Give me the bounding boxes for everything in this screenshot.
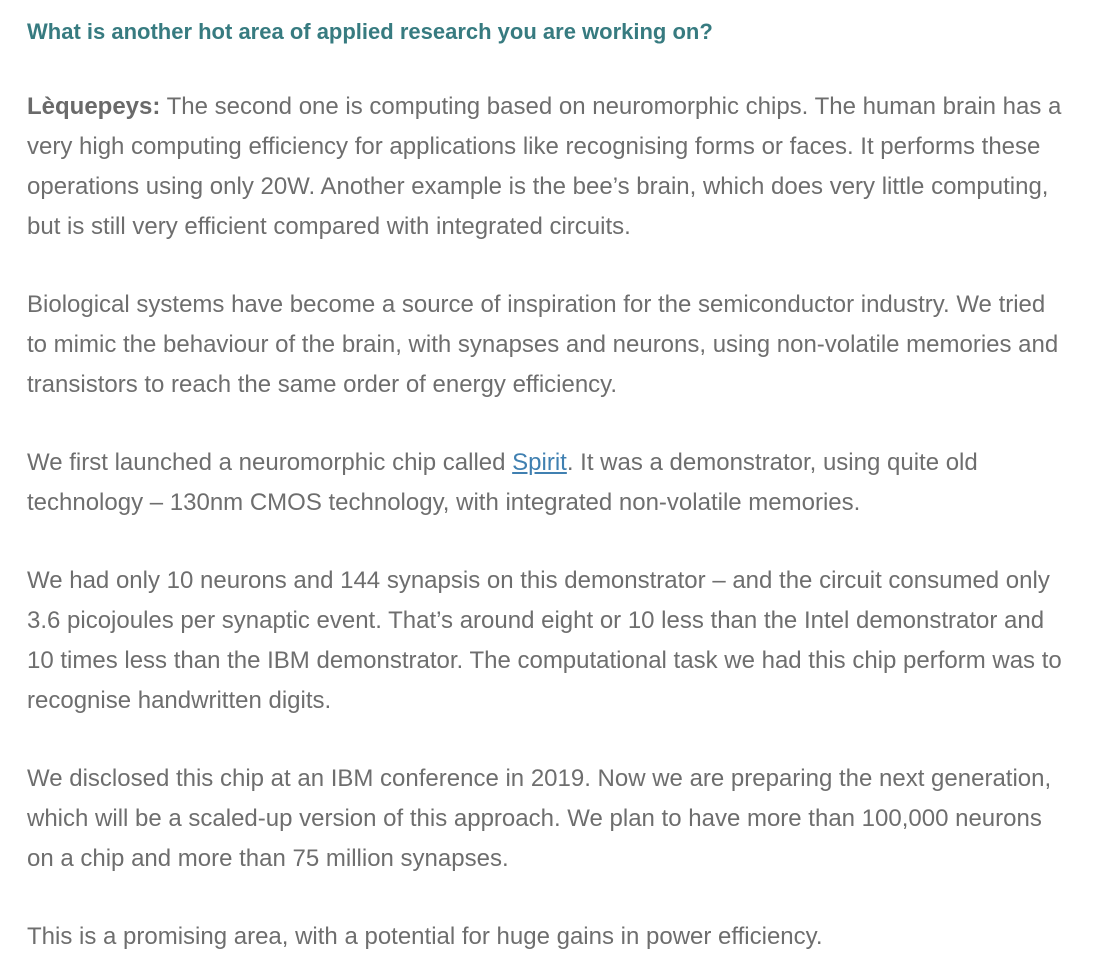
paragraph-text: . It was a demonstrator, using quite old technology – 130nm CMOS technology, with integrated non-volatile memories. bbox=[27, 449, 978, 516]
answer-paragraph-1 bbox=[27, 87, 1069, 247]
paragraph-text: We disclosed this chip at an IBM conference in 2019. Now we are preparing the next generation, which will be a scaled-up version of this approach. We plan to have more than 100,000 neurons on a chip and more than 75 million synapses. bbox=[27, 765, 1052, 872]
answer-paragraph-4 bbox=[27, 561, 1069, 721]
paragraph-text: Biological systems have become a source of inspiration for the semiconductor industry. We tried to mimic the behaviour of the brain, with synapses and neurons, using non-volatile memories and transistors to reach the same order of energy efficiency. bbox=[27, 291, 1059, 398]
answer-paragraph-3 bbox=[27, 443, 1069, 523]
question-heading: What is another hot area of applied research you are working on? bbox=[27, 19, 713, 44]
answer-paragraph-2 bbox=[27, 285, 1069, 405]
paragraph-text: This is a promising area, with a potential for huge gains in power efficiency. bbox=[27, 923, 823, 950]
paragraph-text: We first launched a neuromorphic chip called bbox=[27, 449, 513, 476]
answer-paragraph-6 bbox=[27, 917, 1069, 954]
paragraph-text: The second one is computing based on neuromorphic chips. The human brain has a very high computing efficiency for applications like recognising forms or faces. It performs these operations using only 20W. Another example is the bee’s brain, which does very little computing, but is still very efficient compared with integrated circuits. bbox=[27, 93, 1062, 240]
speaker-name: Lèquepeys: bbox=[27, 93, 161, 120]
spirit-link[interactable]: Spirit bbox=[512, 449, 567, 476]
answer-paragraph-5 bbox=[27, 759, 1069, 879]
paragraph-text: We had only 10 neurons and 144 synapsis on this demonstrator – and the circuit consumed only 3.6 picojoules per synaptic event. That’s around eight or 10 less than the Intel demonstrator and 10 times less than the IBM demonstrator. The computational task we had this chip perform was to recognise handwritten digits. bbox=[27, 567, 1062, 714]
